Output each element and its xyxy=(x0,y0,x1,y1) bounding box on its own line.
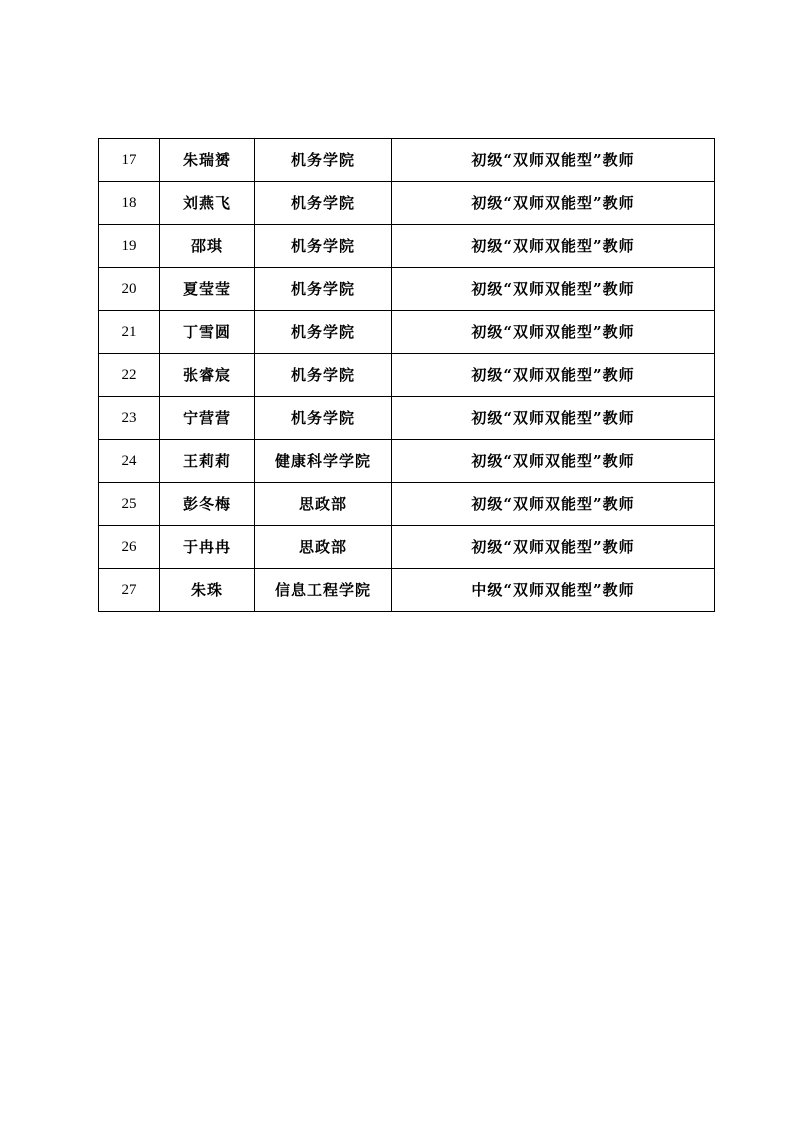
cell-title: 初级“双师双能型”教师 xyxy=(392,268,715,311)
cell-department: 机务学院 xyxy=(255,225,392,268)
cell-name: 刘燕飞 xyxy=(160,182,255,225)
cell-title: 初级“双师双能型”教师 xyxy=(392,354,715,397)
cell-title: 初级“双师双能型”教师 xyxy=(392,440,715,483)
cell-name: 彭冬梅 xyxy=(160,483,255,526)
table-row xyxy=(99,225,715,268)
cell-department: 机务学院 xyxy=(255,139,392,182)
cell-department: 机务学院 xyxy=(255,311,392,354)
table-row xyxy=(99,483,715,526)
cell-title: 初级“双师双能型”教师 xyxy=(392,397,715,440)
table-row xyxy=(99,354,715,397)
cell-name: 丁雪圆 xyxy=(160,311,255,354)
cell-title: 中级“双师双能型”教师 xyxy=(392,569,715,612)
roster-table-body xyxy=(99,139,715,612)
table-row xyxy=(99,268,715,311)
cell-index: 26 xyxy=(99,526,160,569)
cell-name: 张睿宸 xyxy=(160,354,255,397)
cell-name: 王莉莉 xyxy=(160,440,255,483)
cell-department: 机务学院 xyxy=(255,397,392,440)
cell-title: 初级“双师双能型”教师 xyxy=(392,483,715,526)
cell-department: 信息工程学院 xyxy=(255,569,392,612)
table-row xyxy=(99,526,715,569)
table-row xyxy=(99,397,715,440)
cell-index: 25 xyxy=(99,483,160,526)
cell-name: 宁营营 xyxy=(160,397,255,440)
cell-department: 机务学院 xyxy=(255,182,392,225)
cell-department: 健康科学学院 xyxy=(255,440,392,483)
cell-name: 朱瑞赟 xyxy=(160,139,255,182)
cell-index: 21 xyxy=(99,311,160,354)
cell-index: 22 xyxy=(99,354,160,397)
cell-department: 机务学院 xyxy=(255,268,392,311)
cell-title: 初级“双师双能型”教师 xyxy=(392,182,715,225)
cell-department: 思政部 xyxy=(255,526,392,569)
roster-table-container xyxy=(98,138,696,612)
cell-title: 初级“双师双能型”教师 xyxy=(392,311,715,354)
cell-index: 17 xyxy=(99,139,160,182)
cell-title: 初级“双师双能型”教师 xyxy=(392,139,715,182)
roster-table xyxy=(98,138,715,612)
cell-name: 夏莹莹 xyxy=(160,268,255,311)
cell-title: 初级“双师双能型”教师 xyxy=(392,225,715,268)
cell-name: 朱珠 xyxy=(160,569,255,612)
cell-index: 18 xyxy=(99,182,160,225)
cell-index: 19 xyxy=(99,225,160,268)
table-row xyxy=(99,139,715,182)
table-row xyxy=(99,182,715,225)
cell-title: 初级“双师双能型”教师 xyxy=(392,526,715,569)
cell-index: 24 xyxy=(99,440,160,483)
cell-department: 思政部 xyxy=(255,483,392,526)
cell-index: 23 xyxy=(99,397,160,440)
table-row xyxy=(99,569,715,612)
cell-name: 邵琪 xyxy=(160,225,255,268)
cell-name: 于冉冉 xyxy=(160,526,255,569)
table-row xyxy=(99,311,715,354)
cell-index: 27 xyxy=(99,569,160,612)
cell-department: 机务学院 xyxy=(255,354,392,397)
cell-index: 20 xyxy=(99,268,160,311)
table-row xyxy=(99,440,715,483)
